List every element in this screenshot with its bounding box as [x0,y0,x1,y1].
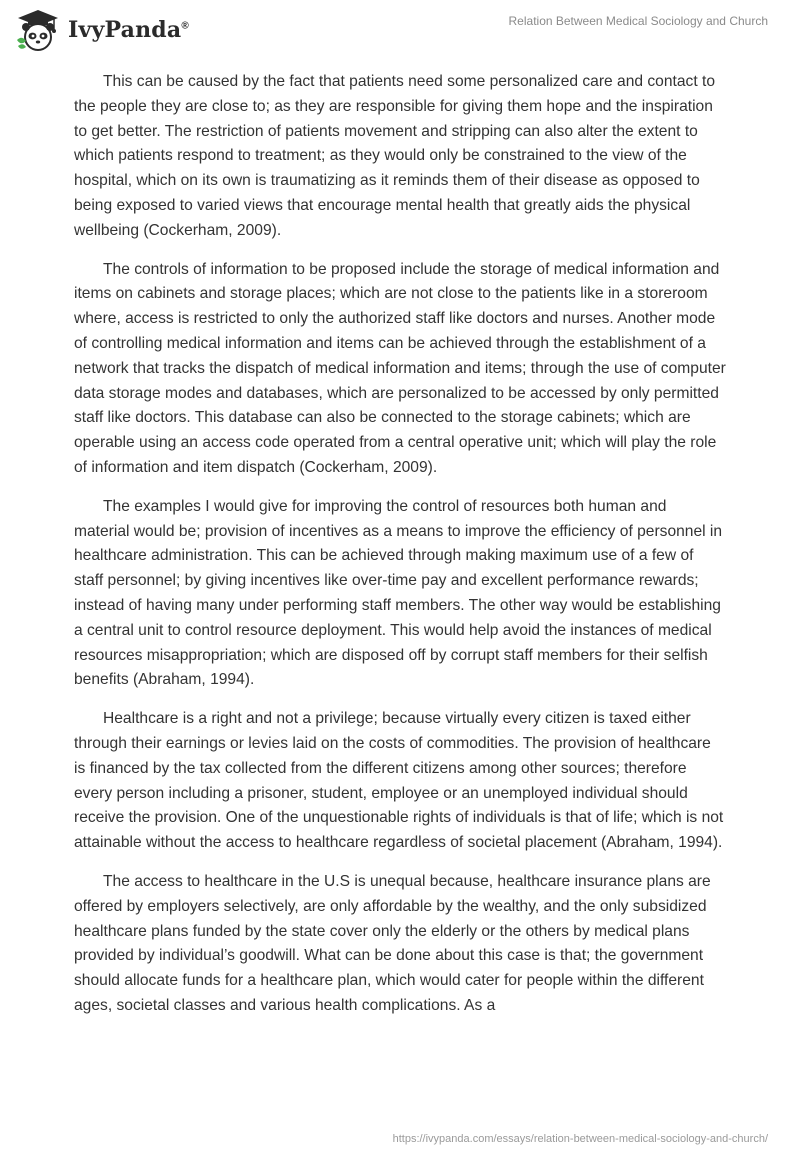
paragraph-3: The examples I would give for improving the control of resources both human and material would be; provision of incentives as a means to improve the efficiency of personnel in healthcare administration. This can be achieved through making maximum use of a few of staff personnel; by giving incentives like over-time pay and excellent performance rewards; instead of having many under performing staff members. The other way would be establishing a central unit to control resource deployment. This would help avoid the instances of medical resources misappropriation; which are disposed off by corrupt staff members for their selfish benefits (Abraham, 1994). [74,497,723,689]
paragraph-2: The controls of information to be proposed include the storage of medical information and items on cabinets and storage places; which are not close to the patients like in a storeroom where, access is restricted to only the authorized staff like doctors and nurses. Another mode of controlling medical information and items can be achieved through the establishment of a network that tracks the dispatch of medical information and items; through the use of computer data storage modes and databases, which are personalized to be accessed by only permitted staff like doctors. This database can also be connected to the storage cabinets; which are operable using an access code operated from a central operative unit; which will play the role of information and item dispatch (Cockerham, 2009). [74,260,726,476]
ivypanda-logo[interactable] [14,8,189,52]
paragraph-1: This can be caused by the fact that patients need some personalized care and contact to the people they are close to; as they are responsible for giving them hope and the inspiration to get better. The restriction of patients movement and stripping can also alter the extent to which patients respond to treatment; as they would only be constrained to the view of the hospital, which on its own is traumatizing as it reminds them of their disease as opposed to being exposed to varied views that encourage mental health that greatly aids the physical wellbeing (Cockerham, 2009). [74,73,716,239]
essay-body [74,70,726,1033]
panda-graduate-icon [14,8,62,52]
page-header [0,0,800,60]
document-title: Relation Between Medical Sociology and Church [508,14,768,28]
brand-name-text: IvyPanda [68,17,182,43]
paragraph-4: Healthcare is a right and not a privilege; because virtually every citizen is taxed either through their earnings or levies laid on the costs of commodities. The provision of healthcare is financed by the tax collected from the different citizens among other sources; therefore every person including a prisoner, student, employee or an unemployed individual should receive the provision. One of the unquestionable rights of individuals is that of life; which is not attainable without the access to healthcare regardless of societal placement (Abraham, 1994). [74,710,724,852]
registered-mark: ® [181,20,189,32]
brand-name [68,17,189,43]
source-url-link[interactable]: https://ivypanda.com/essays/relation-between-medical-sociology-and-church/ [392,1133,768,1145]
paragraph-5: The access to healthcare in the U.S is unequal because, healthcare insurance plans are offered by employers selectively, are only affordable by the wealthy, and the only subsidized healthcare plans funded by the state cover only the elderly or the others by medical plans provided by individual’s goodwill. What can be done about this case is that; the government should allocate funds for a healthcare plan, which would cater for people within the different ages, societal classes and various health complications. As a [74,872,711,1014]
